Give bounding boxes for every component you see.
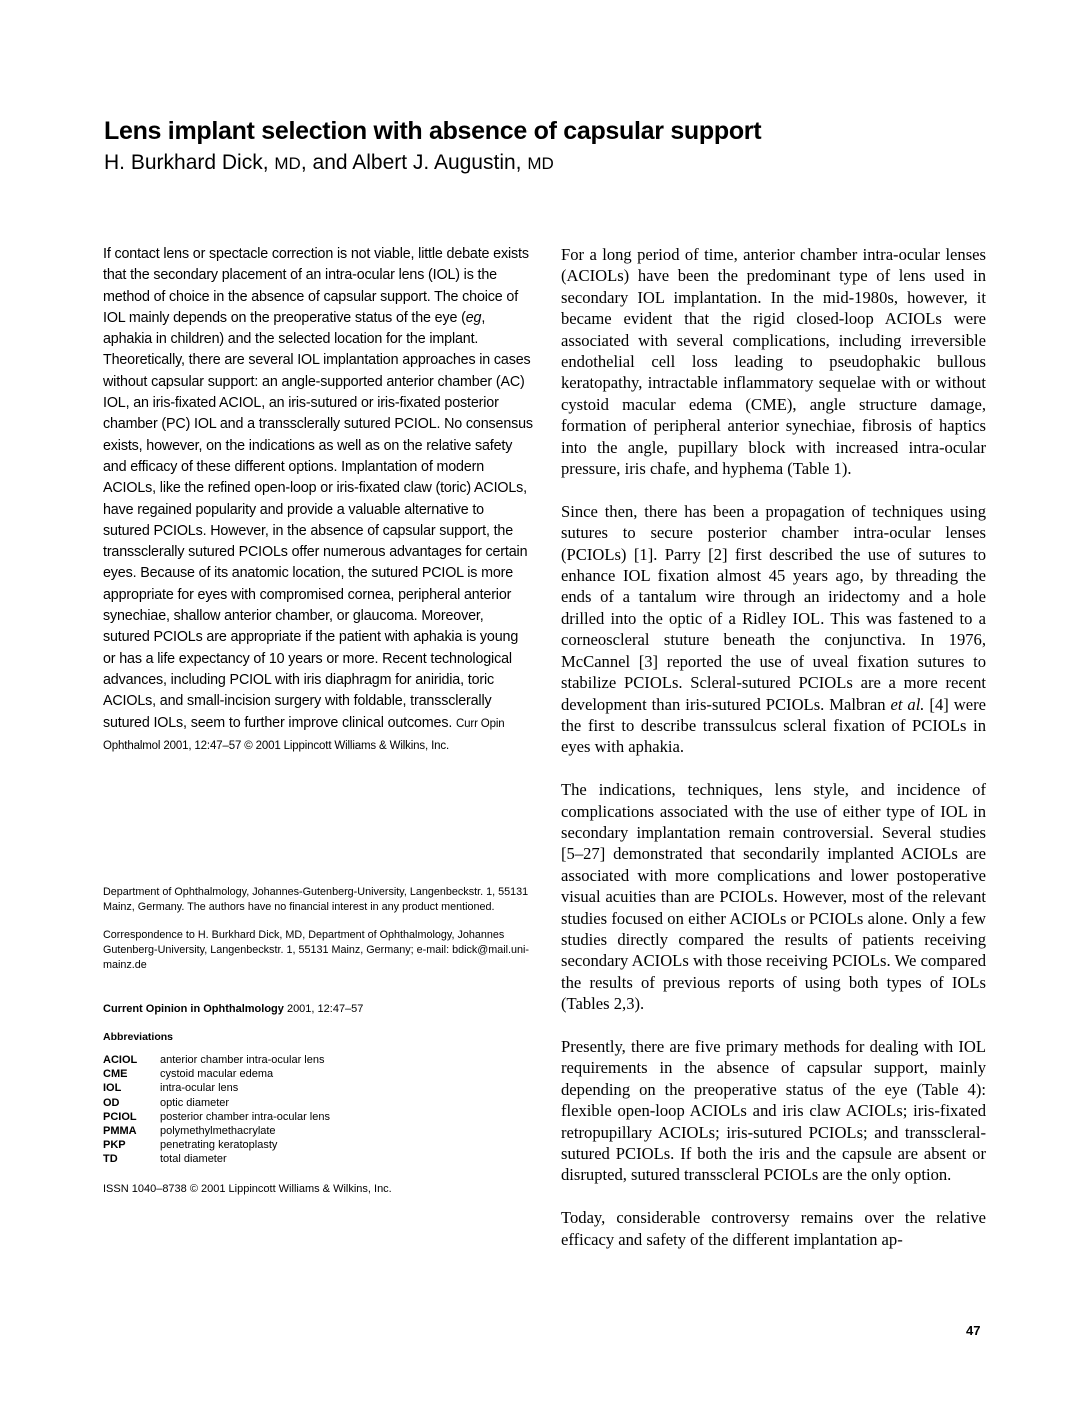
abbreviation-item: IOL intra-ocular lens bbox=[103, 1082, 239, 1095]
body-paragraph: Today, considerable controversy remains over the relative efficacy and safety of the different implantation ap- bbox=[561, 1208, 986, 1249]
article-title: Lens implant selection with absence of capsular support bbox=[104, 117, 762, 145]
journal-reference: Current Opinion in Ophthalmology 2001, 12:47–57 bbox=[103, 1003, 364, 1015]
body-paragraph: Presently, there are five primary methods for dealing with IOL requirements in the absence of capsular support, mainly depending on the preoperative status of the eye (Table 4): flexible open-loop ACIOLs and iris claw ACIOLs; iris-fixated retropupillary ACIOLs; iris-sutured PCIOLs; and transscleral-sutured PCIOLs. If both the iris and the capsule are absent or disrupted, sutured transscleral PCIOLs are the only option. bbox=[561, 1036, 986, 1185]
author-degree: MD bbox=[527, 154, 554, 173]
abbreviation-item: ACIOL anterior chamber intra-ocular lens bbox=[103, 1054, 325, 1066]
author-line: H. Burkhard Dick, MD, and Albert J. Augustin, MD bbox=[104, 151, 554, 174]
body-paragraph: The indications, techniques, lens style, and incidence of complications associated with the use of either type of IOL in secondary implantation remain controversial. Several studies [5–27] demonstrated that secondarily implanted ACIOLs are associated with more complications and lower postoperative visual acuities than are PCIOLs. However, most of the relevant studies focused on either ACIOLs or PCIOLs alone. Only a few studies directly compared the results of patients receiving secondary ACIOLs with those receiving PCIOLs. We compared the results of previous reports of using both types of IOLs (Tables 2,3). bbox=[561, 780, 986, 1014]
author-name: H. Burkhard Dick bbox=[104, 151, 263, 174]
correspondence: Correspondence to H. Burkhard Dick, MD, Department of Ophthalmology, Johannes Gutenberg-University, Langenbeckstr. 1, 55131 Mainz, Germany; e-mail: bdick@mail.uni-mainz.de bbox=[103, 929, 530, 971]
abbreviation-item: TD total diameter bbox=[103, 1153, 227, 1166]
department-affiliation: Department of Ophthalmology, Johannes-Gutenberg-University, Langenbeckstr. 1, 55131 Mainz, Germany. The authors have no financial interest in any product mentioned. bbox=[103, 886, 529, 913]
abbreviations-heading: Abbreviations bbox=[103, 1031, 174, 1043]
issn-copyright: ISSN 1040–8738 © 2001 Lippincott Williams & Wilkins, Inc. bbox=[103, 1183, 392, 1195]
body-paragraph: For a long period of time, anterior chamber intra-ocular lenses (ACIOLs) have been the predominant type of lens used in secondary IOL implantation. In the mid-1980s, however, it became evident that the rigid closed-loop ACIOLs were associated with several complications, including irreversible endothelial cell loss leading to pseudophakic bullous keratopathy, intractable inflammatory sequelae with or without cystoid macular edema (CME), angle structure damage, formation of peripheral anterior synechiae, fibrosis of haptics into the angle, pupillary block with increased intra-ocular pressure, iris chafe, and hyphema (Table 1). bbox=[561, 245, 986, 479]
abbreviation-item: PMMA polymethylmethacrylate bbox=[103, 1125, 276, 1138]
abbreviation-item: PCIOL posterior chamber intra-ocular lens bbox=[103, 1110, 330, 1123]
journal-name: Current Opinion in Ophthalmology bbox=[103, 1003, 284, 1015]
affiliation-block bbox=[103, 885, 543, 986]
author-degree: MD bbox=[274, 154, 301, 173]
body-text-column bbox=[561, 244, 986, 1250]
abstract: If contact lens or spectacle correction is not viable, little debate exists that the secondary placement of an intra-ocular lens (IOL) is the method of choice in the absence of capsular support. The choice of IOL mainly depends on the preoperative status of the eye (eg, aphakia in children) and the selected location for the implant. Theoretically, there are several IOL implantation approaches in cases without capsular support: an angle-supported anterior chamber (AC) IOL, an iris-fixated ACIOL, an iris-sutured or iris-fixated posterior chamber (PC) IOL and a transsclerally sutured PCIOL. No consensus exists, however, on the indications as well as on the relative safety and efficacy of these different options. Implantation of modern ACIOLs, like the refined open-loop or iris-fixated claw (toric) ACIOLs, have regained popularity and provide a valuable alternative to sutured PCIOLs. However, in the absence of capsular support, the transsclerally sutured PCIOLs offer numerous advantages for certain eyes. Because of its anatomic location, the sutured PCIOL is more appropriate for eyes with compromised cornea, peripheral anterior synechiae, shallow anterior chamber, or glaucoma. Moreover, sutured PCIOLs are appropriate if the patient with aphakia is young or has a life expectancy of 10 years or more. Recent technological advances, including PCIOL with iris diaphragm for aniridia, toric ACIOLs, and small-incision surgery with foldable, transsclerally sutured IOLs, seem to further improve clinical outcomes. Curr Opin Ophthalmol 2001, 12:47–57 © 2001 Lippincott Williams & Wilkins, Inc. bbox=[103, 246, 533, 752]
page-number: 47 bbox=[966, 1323, 981, 1338]
abbreviations-list bbox=[103, 1053, 330, 1167]
body-paragraph: Since then, there has been a propagation of techniques using sutures to secure posterior chamber intra-ocular lenses (PCIOLs) [1]. Parry [2] first described the use of sutures to enhance IOL fixation almost 45 years ago, by threading the ends of a tantalum wire through an iridectomy and a hole drilled into the optic of a Ridley IOL. This was fastened to a corneoscleral stuture beneath the conjunctiva. In 1976, McCannel [3] reported the use of uveal fixation sutures to stabilize PCIOLs. Scleral-sutured PCIOLs are a more recent development than iris-sutured PCIOLs. Malbran et al. [4] were the first to describe transsulcus scleral fixation of PCIOLs in eyes with aphakia. bbox=[561, 501, 986, 757]
author-name: Albert J. Augustin bbox=[352, 151, 516, 174]
abbreviation-item: CME cystoid macular edema bbox=[103, 1068, 274, 1081]
abstract-citation: Curr Opin Ophthalmol 2001, 12:47–57 © 2001 Lippincott Williams & Wilkins, Inc. bbox=[103, 717, 505, 752]
abbreviation-item: PKP penetrating keratoplasty bbox=[103, 1139, 278, 1152]
abbreviation-item: OD optic diameter bbox=[103, 1096, 230, 1109]
